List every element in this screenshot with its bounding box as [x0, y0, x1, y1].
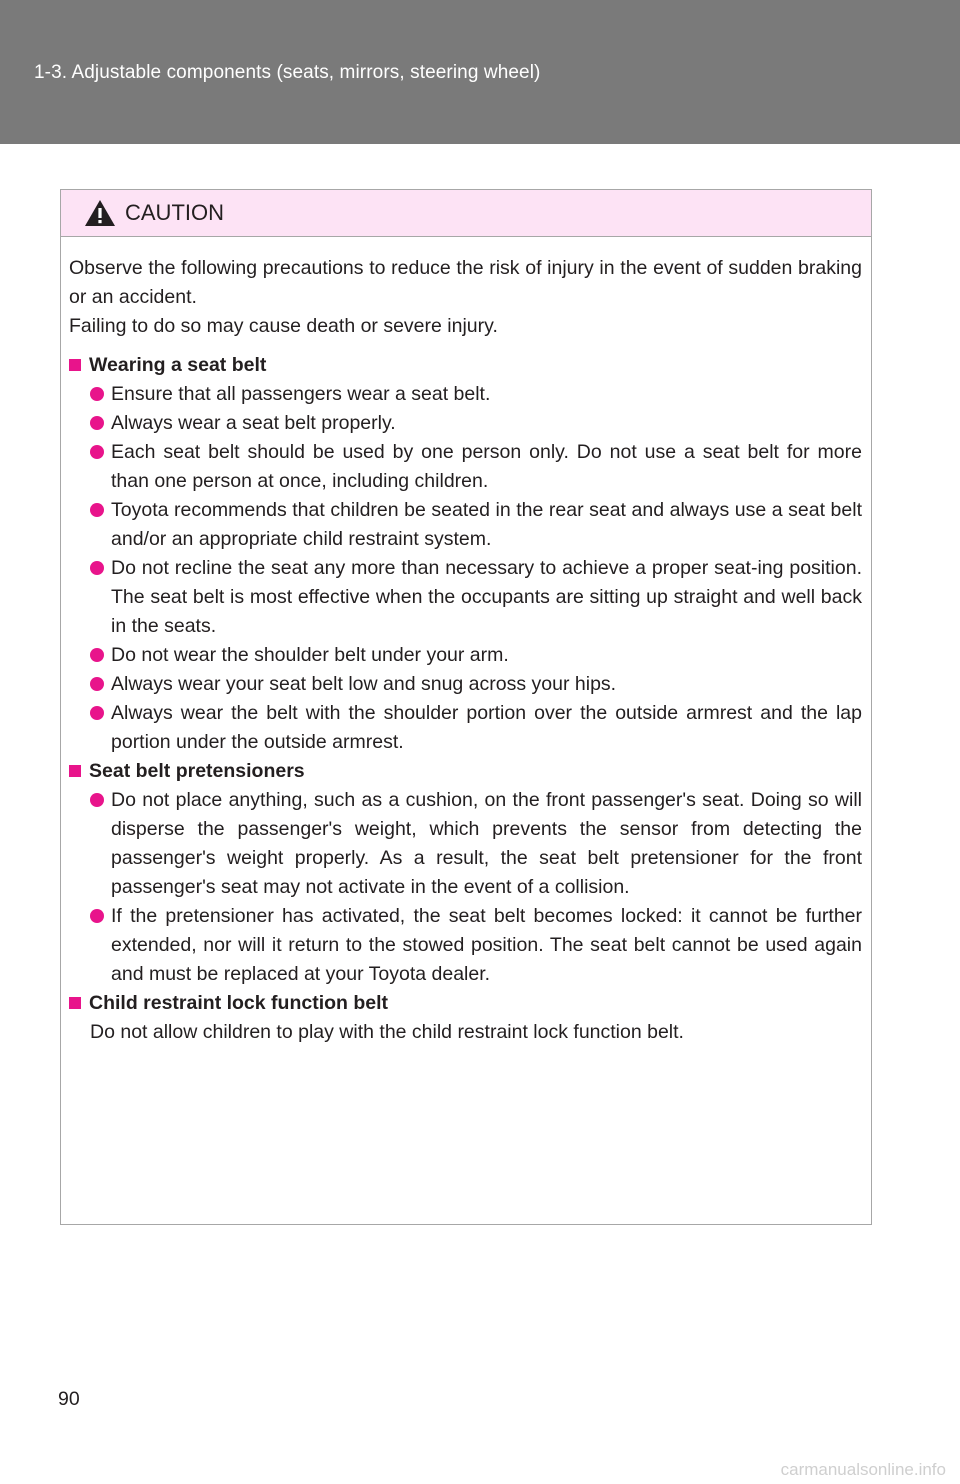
dot-bullet-icon [90, 445, 104, 459]
list-item: Do not place anything, such as a cushion, on the front passenger's seat. Doing so will disperse the passenger's weight, which prevents the sensor from detecting the passenger's weight properly. As a result, the seat belt pretensioner for the front passenger's seat may not activate in the event of a collision. [69, 786, 862, 902]
intro-warning: Failing to do so may cause death or severe injury. [69, 315, 498, 337]
watermark: carmanualsonline.info [780, 1460, 946, 1479]
dot-bullet-icon [90, 416, 104, 430]
intro-text: Observe the following precautions to reduce the risk of injury in the event of sudden braking or an accident. [69, 257, 862, 308]
list-item: Do not wear the shoulder belt under your arm. [69, 641, 862, 670]
section-title: 1-3. Adjustable components (seats, mirrors, steering wheel) [34, 62, 541, 83]
square-bullet-icon [69, 765, 81, 777]
section-heading: Wearing a seat belt [69, 351, 862, 380]
list-item: Always wear the belt with the shoulder portion over the outside armrest and the lap portion under the outside armrest. [69, 699, 862, 757]
dot-bullet-icon [90, 909, 104, 923]
caution-header [61, 190, 871, 237]
list-item: Each seat belt should be used by one person only. Do not use a seat belt for more than one person at once, including children. [69, 438, 862, 496]
list-item: If the pretensioner has activated, the seat belt becomes locked: it cannot be further extended, nor will it return to the stowed position. The seat belt cannot be used again and must be replaced at your Toyota dealer. [69, 902, 862, 989]
section-heading: Seat belt pretensioners [69, 757, 862, 786]
square-bullet-icon [69, 997, 81, 1009]
dot-bullet-icon [90, 561, 104, 575]
list-item: Always wear a seat belt properly. [69, 409, 862, 438]
dot-bullet-icon [90, 503, 104, 517]
dot-bullet-icon [90, 648, 104, 662]
dot-bullet-icon [90, 387, 104, 401]
warning-icon [84, 199, 116, 227]
list-item: Do not recline the seat any more than necessary to achieve a proper seat-ing position. The seat belt is most effective when the occupants are sitting up straight and well back in the seats. [69, 554, 862, 641]
page-number: 90 [58, 1388, 80, 1410]
page-header [0, 0, 960, 144]
dot-bullet-icon [90, 677, 104, 691]
list-item: Ensure that all passengers wear a seat belt. [69, 380, 862, 409]
dot-bullet-icon [90, 706, 104, 720]
section-text: Do not allow children to play with the child restraint lock function belt. [90, 1021, 684, 1043]
caution-body [69, 254, 862, 1047]
caution-box [60, 189, 872, 1225]
section-heading: Child restraint lock function belt [69, 989, 862, 1018]
list-item: Toyota recommends that children be seated in the rear seat and always use a seat belt and/or an appropriate child restraint system. [69, 496, 862, 554]
caution-title: CAUTION [125, 200, 224, 225]
list-item: Always wear your seat belt low and snug across your hips. [69, 670, 862, 699]
dot-bullet-icon [90, 793, 104, 807]
square-bullet-icon [69, 359, 81, 371]
